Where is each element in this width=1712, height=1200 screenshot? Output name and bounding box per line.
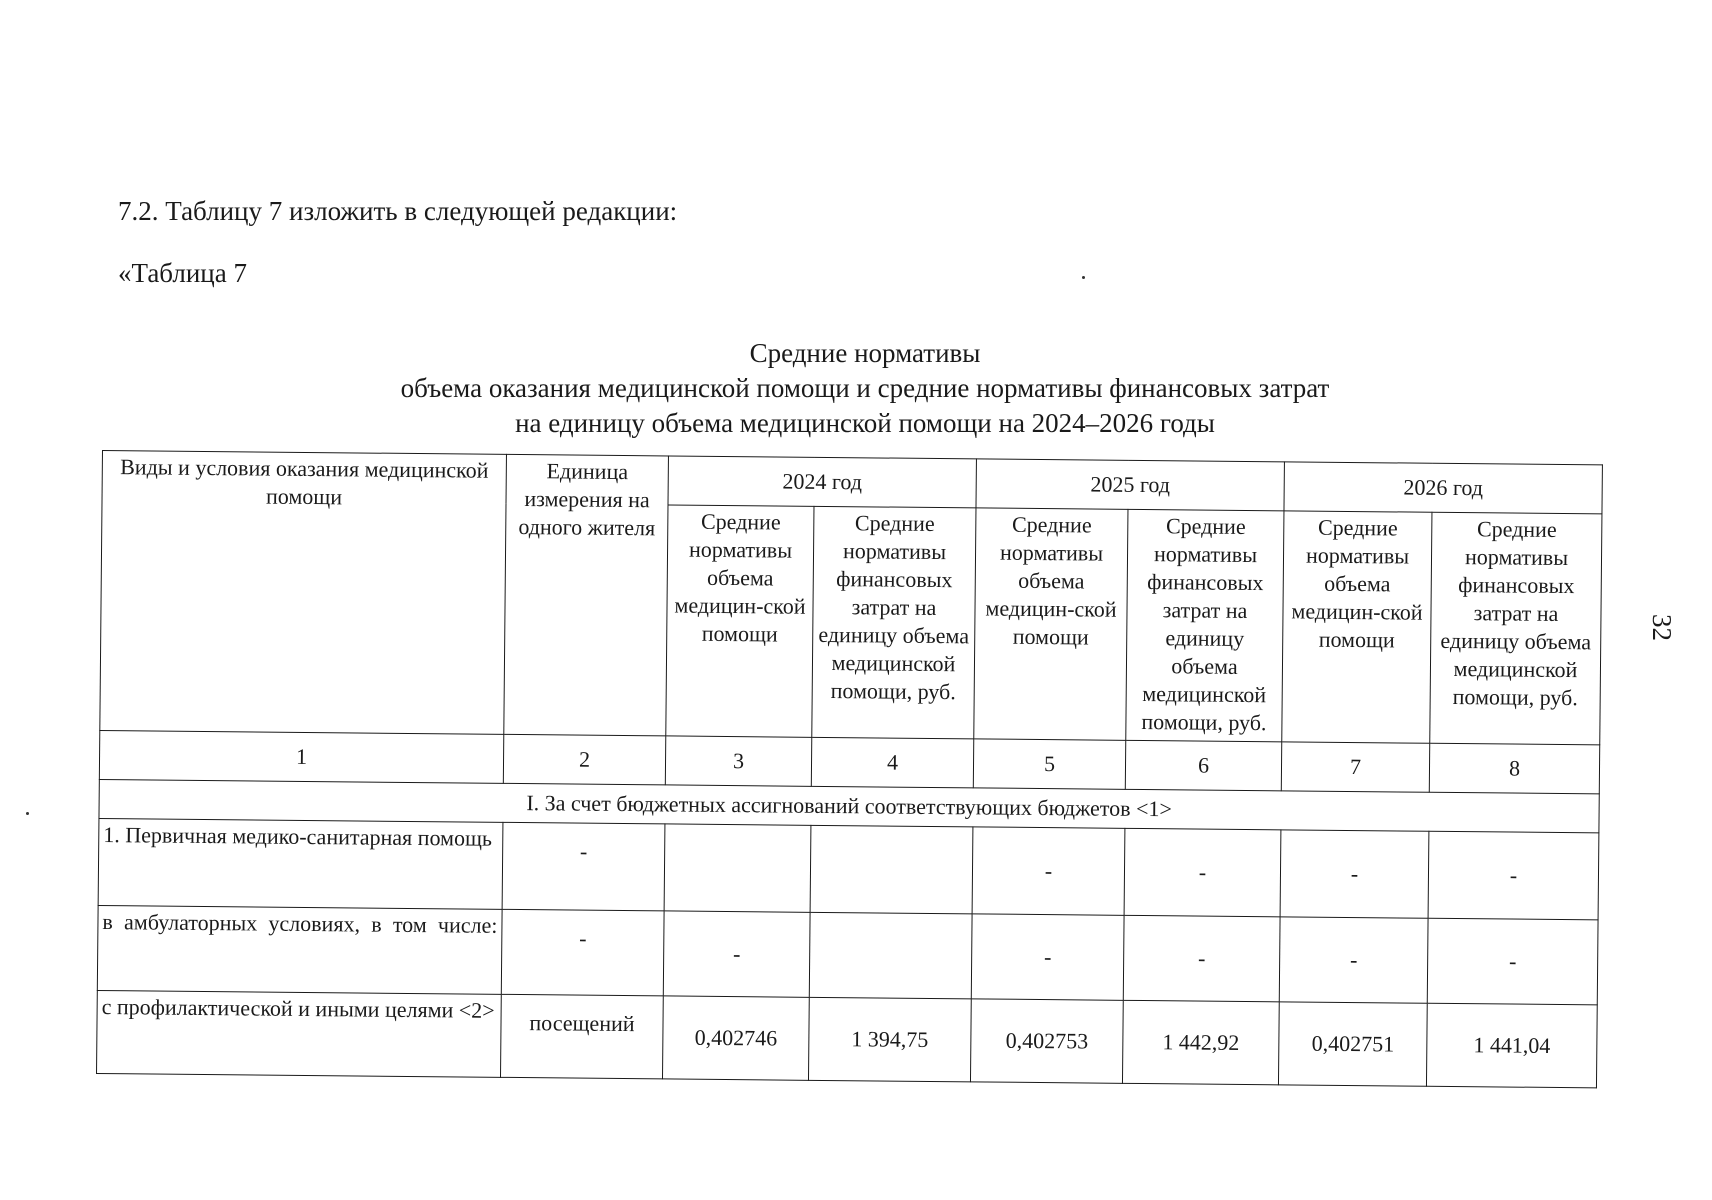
row-cell: 1 441,04 — [1426, 1003, 1597, 1088]
table-row — [98, 818, 1599, 919]
row-name: с профилактической и иными целями <2> — [97, 990, 502, 1077]
row-name: 1. Первичная медико-санитарная помощь — [98, 818, 503, 909]
row-cell: - — [1279, 917, 1428, 1003]
norms-table-wrapper — [96, 450, 1603, 1088]
row-unit: - — [502, 822, 665, 911]
row-cell: 1 394,75 — [808, 997, 971, 1082]
header-cost-2026: Средние нормативы финансовых затрат на единицу объема медицинской помощи, руб. — [1430, 512, 1602, 745]
row-cell: 0,402751 — [1278, 1002, 1427, 1086]
scan-speck — [26, 812, 29, 815]
header-year-2024: 2024 год — [668, 456, 976, 508]
row-cell: - — [1124, 828, 1281, 916]
column-number: 4 — [811, 737, 973, 788]
row-cell — [810, 825, 973, 914]
title-line-1: Средние нормативы — [749, 338, 981, 368]
column-number: 8 — [1429, 743, 1599, 794]
header-cost-2024: Средние нормативы финансовых затрат на единицу объема медицинской помощи, руб. — [812, 506, 976, 739]
norms-table — [96, 450, 1603, 1088]
intro-text: 7.2. Таблицу 7 изложить в следующей редакции: — [118, 196, 678, 226]
header-year-2026: 2026 год — [1284, 462, 1602, 514]
row-unit: - — [501, 909, 664, 996]
column-number: 1 — [99, 730, 503, 783]
row-unit: посещений — [500, 994, 663, 1079]
column-number: 5 — [973, 739, 1125, 789]
row-name: в амбулаторных условиях, в том числе: — [97, 905, 502, 994]
column-number: 7 — [1281, 742, 1429, 792]
row-cell: 1 442,92 — [1122, 1000, 1279, 1084]
header-year-2025: 2025 год — [976, 459, 1284, 511]
table-row — [97, 905, 1598, 1004]
row-cell: 0,402753 — [970, 999, 1123, 1083]
title-line-3: на единицу объема медицинской помощи на 2024–2026 годы — [515, 408, 1215, 438]
title-line-2: объема оказания медицинской помощи и средние нормативы финансовых затрат — [400, 373, 1330, 403]
scan-speck — [1082, 276, 1085, 279]
row-cell: - — [1123, 915, 1280, 1001]
table-title — [200, 336, 1530, 441]
header-services: Виды и условия оказания медицинской помощи — [100, 451, 507, 735]
header-volume-2025: Средние нормативы объема медицин-ской помощи — [974, 508, 1128, 740]
row-cell: - — [1280, 830, 1429, 918]
row-cell: - — [1428, 831, 1599, 920]
table-label: «Таблица 7 — [118, 258, 247, 288]
header-cost-2025: Средние нормативы финансовых затрат на единицу объема медицинской помощи, руб. — [1126, 509, 1284, 741]
header-unit: Единица измерения на одного жителя — [504, 454, 669, 736]
header-volume-2024: Средние нормативы объема медицин-ской помощи — [666, 505, 814, 737]
page-number: 32 — [1647, 614, 1677, 641]
section-title: I. За счет бюджетных ассигнований соответствующих бюджетов <1> — [99, 779, 1599, 832]
row-cell — [664, 824, 811, 912]
row-cell: - — [971, 914, 1124, 1000]
row-cell: - — [1427, 918, 1598, 1005]
header-volume-2026: Средние нормативы объема медицин-ской помощи — [1282, 511, 1432, 743]
row-cell: - — [972, 827, 1125, 915]
column-number: 3 — [665, 736, 811, 786]
row-cell — [809, 912, 972, 999]
column-number: 6 — [1125, 740, 1281, 790]
column-number: 2 — [503, 734, 665, 785]
row-cell: - — [663, 911, 810, 997]
table-row — [97, 990, 1598, 1087]
row-cell: 0,402746 — [662, 996, 809, 1080]
